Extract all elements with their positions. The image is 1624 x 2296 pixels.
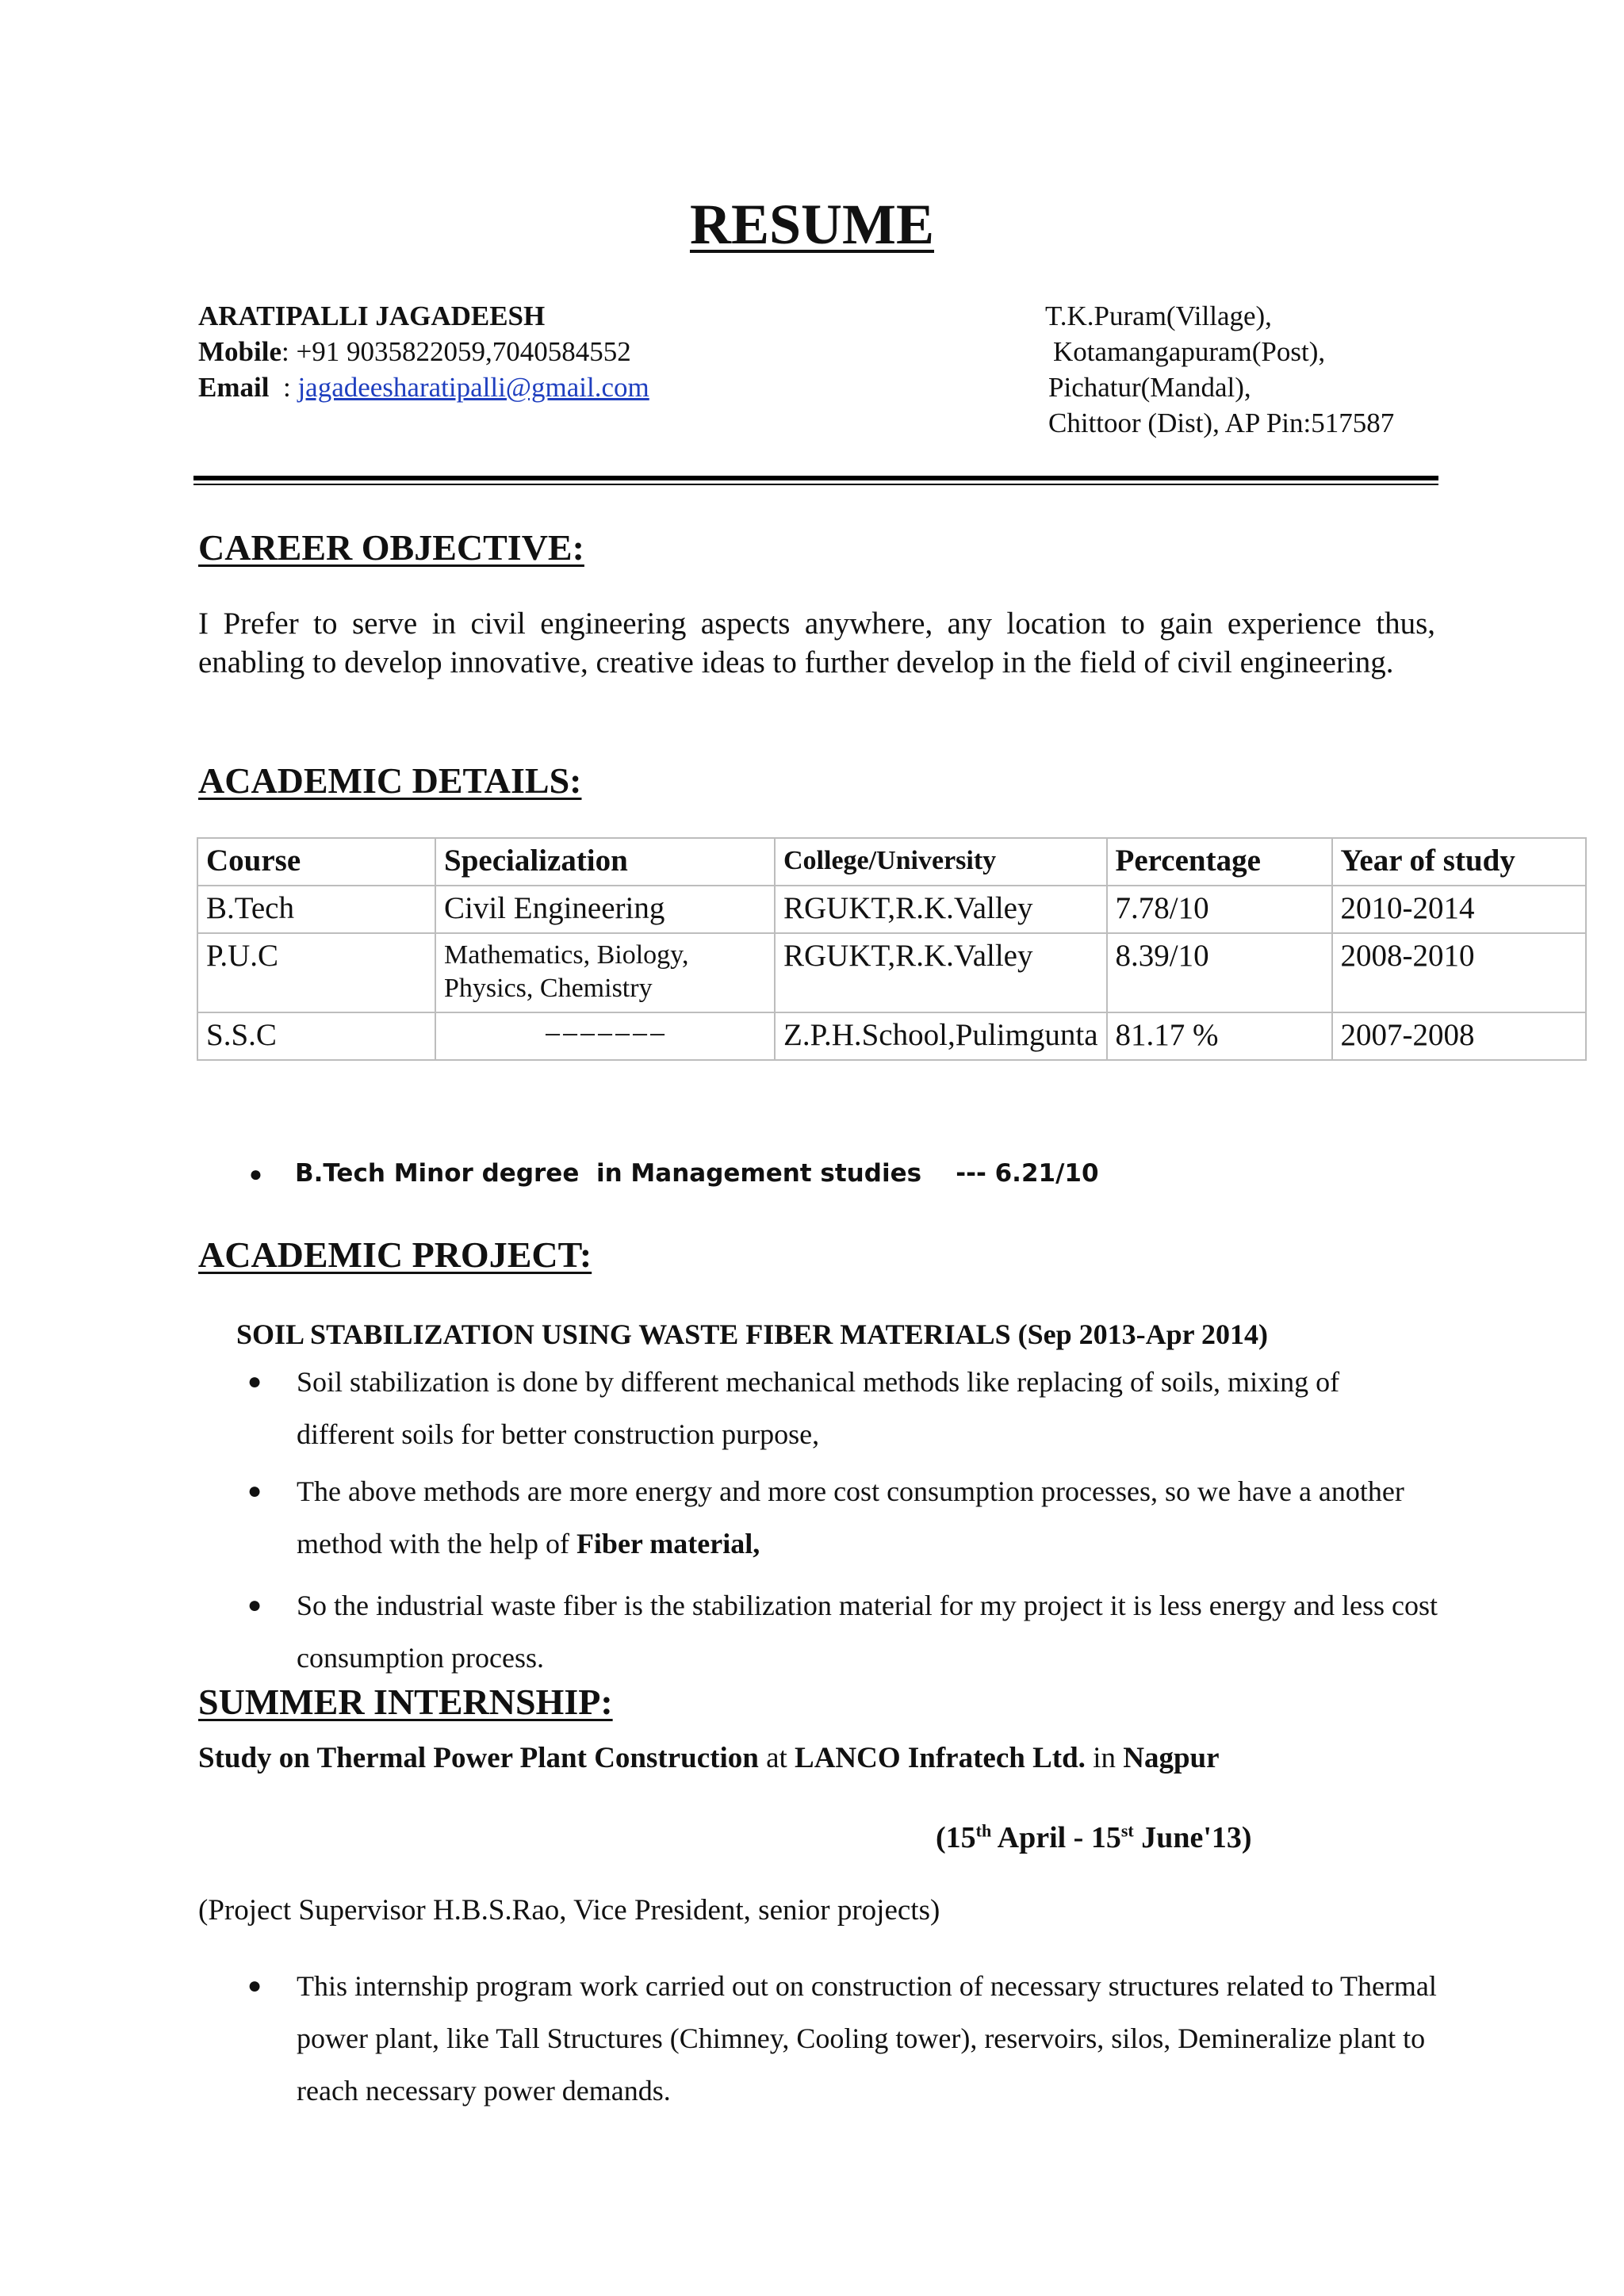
column-header: Course	[197, 838, 435, 886]
column-header: College/University	[775, 838, 1107, 886]
table-cell: −−−−−−−	[435, 1012, 775, 1060]
column-header: Year of study	[1332, 838, 1586, 886]
contact-block	[198, 298, 649, 405]
list-item: ● Soil stabilization is done by different mechanical methods like replacing of soils, mixing of different soils for better construction purpose,	[297, 1356, 1438, 1460]
table-cell: Mathematics, Biology, Physics, Chemistry	[435, 933, 775, 1012]
academic-details-heading: ACADEMIC DETAILS:	[198, 760, 582, 801]
table-cell: RGUKT,R.K.Valley	[775, 933, 1107, 1012]
mobile-line: Mobile: +91 9035822059,7040584552	[198, 336, 631, 367]
table-cell: Z.P.H.School,Pulimgunta	[775, 1012, 1107, 1060]
column-header: Percentage	[1107, 838, 1332, 886]
bullet-dot-icon: ●	[247, 1478, 262, 1504]
bullet-dot-icon: ●	[247, 1592, 262, 1618]
email-line: Email : jagadeesharatipalli@gmail.com	[198, 372, 649, 403]
internship-dates: (15th April - 15st June'13)	[936, 1820, 1252, 1854]
table-cell: 2008-2010	[1332, 933, 1586, 1012]
table-row	[197, 1012, 1586, 1060]
table-cell: RGUKT,R.K.Valley	[775, 886, 1107, 933]
email-link[interactable]: jagadeesharatipalli@gmail.com	[297, 372, 649, 403]
table-cell: 8.39/10	[1107, 933, 1332, 1012]
list-item: ● So the industrial waste fiber is the stabilization material for my project it is less energy and less cost consumption process.	[297, 1579, 1438, 1684]
list-item: ● The above methods are more energy and more cost consumption processes, so we have a another method with the help of Fiber material,	[297, 1465, 1438, 1570]
career-objective-heading: CAREER OBJECTIVE:	[198, 527, 584, 568]
table-header-row	[197, 838, 1586, 886]
table-row	[197, 886, 1586, 933]
list-item: ● This internship program work carried out on construction of necessary structures related to Thermal power plant, like Tall Structures (Chimney, Cooling tower), reservoirs, silos, Demineralize plant to reach necessary power demands.	[297, 1960, 1438, 2117]
address-block: T.K.Puram(Village), Kotamangapuram(Post), Pichatur(Mandal), Chittoor (Dist), AP Pin:517587	[1045, 300, 1395, 438]
internship-bullet-list	[247, 1960, 1438, 2117]
table-cell: 81.17 %	[1107, 1012, 1332, 1060]
academic-table	[197, 837, 1587, 1061]
column-header: Specialization	[435, 838, 775, 886]
career-objective-text: I Prefer to serve in civil engineering aspects anywhere, any location to gain experience thus, enabling to develop innovative, creative ideas to further develop in the field of civil engineering.	[198, 607, 1435, 679]
resume-title: RESUME	[689, 193, 935, 256]
minor-degree-line: B.Tech Minor degree in Management studies --- 6.21/10	[295, 1159, 1099, 1188]
table-cell: 2010-2014	[1332, 886, 1586, 933]
table-cell: B.Tech	[197, 886, 435, 933]
table-cell: Civil Engineering	[435, 886, 775, 933]
project-supervisor: (Project Supervisor H.B.S.Rao, Vice President, senior projects)	[198, 1894, 940, 1927]
header-divider	[193, 476, 1438, 480]
project-title: SOIL STABILIZATION USING WASTE FIBER MATERIALS (Sep 2013-Apr 2014)	[236, 1318, 1268, 1350]
project-bullet-list	[247, 1356, 1438, 1684]
candidate-name: ARATIPALLI JAGADEESH	[198, 300, 546, 331]
table-row	[197, 933, 1586, 1012]
internship-summary: Study on Thermal Power Plant Construction at LANCO Infratech Ltd. in Nagpur	[198, 1742, 1220, 1774]
table-cell: S.S.C	[197, 1012, 435, 1060]
bullet-dot-icon: ●	[247, 1973, 262, 1999]
bullet-dot-icon: ●	[249, 1162, 262, 1187]
table-cell: 7.78/10	[1107, 886, 1332, 933]
table-cell: P.U.C	[197, 933, 435, 1012]
bullet-dot-icon: ●	[247, 1368, 262, 1395]
table-cell: 2007-2008	[1332, 1012, 1586, 1060]
summer-internship-heading: SUMMER INTERNSHIP:	[198, 1682, 613, 1722]
academic-project-heading: ACADEMIC PROJECT:	[198, 1234, 592, 1275]
header-divider-thin	[193, 484, 1438, 485]
